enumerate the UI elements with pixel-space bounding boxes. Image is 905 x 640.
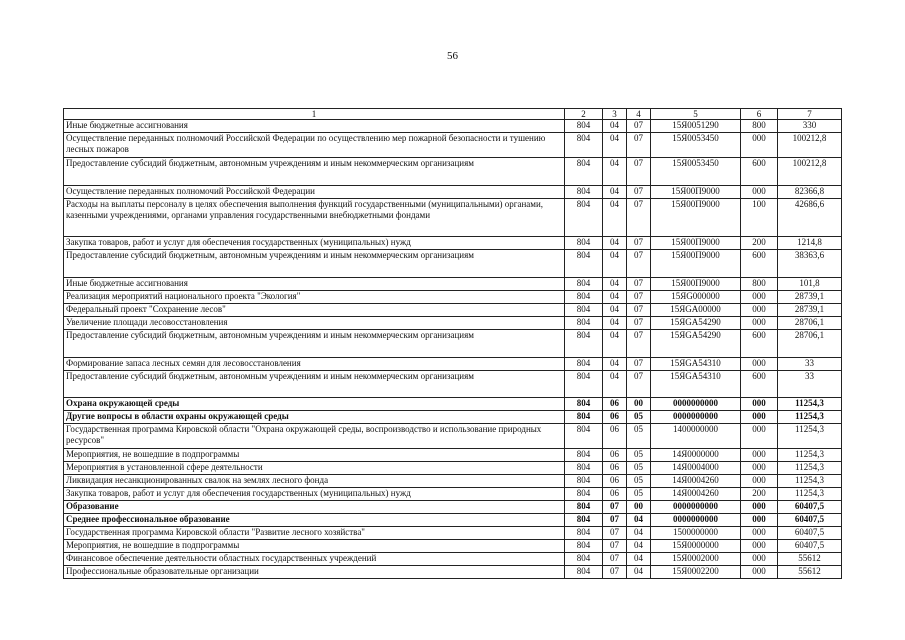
cell-name: Охрана окружающей среды bbox=[64, 398, 565, 411]
cell-expense-type: 000 bbox=[741, 291, 778, 304]
cell-subsection: 04 bbox=[627, 553, 651, 566]
cell-expense-type: 000 bbox=[741, 133, 778, 158]
cell-expense-type: 000 bbox=[741, 304, 778, 317]
cell-section: 04 bbox=[603, 250, 627, 278]
table-row bbox=[64, 133, 842, 158]
cell-section: 07 bbox=[603, 553, 627, 566]
cell-department: 804 bbox=[565, 424, 603, 449]
cell-name: Иные бюджетные ассигнования bbox=[64, 278, 565, 291]
cell-expense-type: 000 bbox=[741, 553, 778, 566]
cell-name: Расходы на выплаты персоналу в целях обеспечения выполнения функций государственными (муниципальными) органами, казенными учреждениями, органами управления государственными внебюджетными фондами bbox=[64, 199, 565, 237]
table-row bbox=[64, 553, 842, 566]
cell-amount: 100212,8 bbox=[778, 158, 842, 186]
table-row bbox=[64, 120, 842, 133]
cell-subsection: 05 bbox=[627, 424, 651, 449]
cell-name: Финансовое обеспечение деятельности областных государственных учреждений bbox=[64, 553, 565, 566]
table-row bbox=[64, 424, 842, 449]
cell-expense-type: 000 bbox=[741, 424, 778, 449]
cell-expense-type: 000 bbox=[741, 411, 778, 424]
cell-section: 04 bbox=[603, 158, 627, 186]
cell-subsection: 07 bbox=[627, 330, 651, 358]
cell-expense-type: 000 bbox=[741, 358, 778, 371]
cell-target-article: 15Я0053450 bbox=[651, 158, 741, 186]
cell-name: Другие вопросы в области охраны окружающей среды bbox=[64, 411, 565, 424]
table-row bbox=[64, 304, 842, 317]
column-number: 7 bbox=[778, 109, 842, 120]
cell-department: 804 bbox=[565, 278, 603, 291]
cell-subsection: 07 bbox=[627, 186, 651, 199]
table-row bbox=[64, 514, 842, 527]
cell-section: 07 bbox=[603, 514, 627, 527]
cell-section: 06 bbox=[603, 475, 627, 488]
cell-name: Закупка товаров, работ и услуг для обеспечения государственных (муниципальных) нужд bbox=[64, 488, 565, 501]
cell-expense-type: 000 bbox=[741, 398, 778, 411]
cell-name: Формирование запаса лесных семян для лесовосстановления bbox=[64, 358, 565, 371]
cell-department: 804 bbox=[565, 501, 603, 514]
table-row bbox=[64, 330, 842, 358]
cell-section: 06 bbox=[603, 424, 627, 449]
cell-target-article: 0000000000 bbox=[651, 398, 741, 411]
table-row bbox=[64, 358, 842, 371]
cell-expense-type: 200 bbox=[741, 488, 778, 501]
cell-section: 07 bbox=[603, 540, 627, 553]
cell-target-article: 15Я00П9000 bbox=[651, 199, 741, 237]
cell-expense-type: 600 bbox=[741, 330, 778, 358]
cell-name: Образование bbox=[64, 501, 565, 514]
cell-subsection: 05 bbox=[627, 462, 651, 475]
table-row bbox=[64, 291, 842, 304]
cell-amount: 11254,3 bbox=[778, 449, 842, 462]
cell-section: 06 bbox=[603, 398, 627, 411]
cell-name: Иные бюджетные ассигнования bbox=[64, 120, 565, 133]
table-row bbox=[64, 158, 842, 186]
cell-amount: 11254,3 bbox=[778, 475, 842, 488]
cell-section: 04 bbox=[603, 330, 627, 358]
cell-expense-type: 200 bbox=[741, 237, 778, 250]
cell-target-article: 15Я0002000 bbox=[651, 553, 741, 566]
cell-target-article: 0000000000 bbox=[651, 514, 741, 527]
cell-department: 804 bbox=[565, 304, 603, 317]
column-number: 4 bbox=[627, 109, 651, 120]
cell-name: Предоставление субсидий бюджетным, автономным учреждениям и иным некоммерческим организациям bbox=[64, 371, 565, 398]
cell-section: 06 bbox=[603, 462, 627, 475]
cell-department: 804 bbox=[565, 291, 603, 304]
cell-subsection: 07 bbox=[627, 120, 651, 133]
cell-name: Мероприятия в установленной сфере деятельности bbox=[64, 462, 565, 475]
cell-name: Государственная программа Кировской области "Развитие лесного хозяйства" bbox=[64, 527, 565, 540]
cell-department: 804 bbox=[565, 540, 603, 553]
cell-target-article: 14Я0004000 bbox=[651, 462, 741, 475]
cell-department: 804 bbox=[565, 237, 603, 250]
cell-target-article: 14Я0004260 bbox=[651, 475, 741, 488]
cell-target-article: 14Я0000000 bbox=[651, 449, 741, 462]
cell-target-article: 15ЯGA54290 bbox=[651, 330, 741, 358]
cell-name: Реализация мероприятий национального проекта "Экология" bbox=[64, 291, 565, 304]
cell-department: 804 bbox=[565, 411, 603, 424]
cell-subsection: 07 bbox=[627, 158, 651, 186]
column-number: 5 bbox=[651, 109, 741, 120]
cell-amount: 55612 bbox=[778, 566, 842, 579]
cell-amount: 28739,1 bbox=[778, 304, 842, 317]
cell-subsection: 00 bbox=[627, 398, 651, 411]
cell-section: 07 bbox=[603, 566, 627, 579]
cell-amount: 101,8 bbox=[778, 278, 842, 291]
cell-section: 06 bbox=[603, 411, 627, 424]
cell-section: 04 bbox=[603, 291, 627, 304]
cell-section: 04 bbox=[603, 371, 627, 398]
cell-subsection: 05 bbox=[627, 475, 651, 488]
cell-expense-type: 100 bbox=[741, 199, 778, 237]
cell-amount: 60407,5 bbox=[778, 501, 842, 514]
cell-target-article: 15ЯGA54310 bbox=[651, 371, 741, 398]
cell-section: 04 bbox=[603, 304, 627, 317]
cell-section: 04 bbox=[603, 317, 627, 330]
cell-target-article: 15Я0002200 bbox=[651, 566, 741, 579]
cell-target-article: 15Я0053450 bbox=[651, 133, 741, 158]
cell-name: Предоставление субсидий бюджетным, автономным учреждениям и иным некоммерческим организациям bbox=[64, 250, 565, 278]
cell-subsection: 07 bbox=[627, 133, 651, 158]
cell-expense-type: 000 bbox=[741, 186, 778, 199]
cell-target-article: 15Я00П9000 bbox=[651, 250, 741, 278]
cell-department: 804 bbox=[565, 371, 603, 398]
cell-department: 804 bbox=[565, 199, 603, 237]
cell-target-article: 1500000000 bbox=[651, 527, 741, 540]
cell-department: 804 bbox=[565, 133, 603, 158]
cell-expense-type: 000 bbox=[741, 514, 778, 527]
budget-table bbox=[63, 108, 842, 579]
cell-section: 04 bbox=[603, 278, 627, 291]
cell-target-article: 15ЯGA54290 bbox=[651, 317, 741, 330]
cell-target-article: 0000000000 bbox=[651, 411, 741, 424]
column-number-row bbox=[64, 109, 842, 120]
cell-amount: 11254,3 bbox=[778, 462, 842, 475]
cell-department: 804 bbox=[565, 449, 603, 462]
cell-subsection: 05 bbox=[627, 488, 651, 501]
cell-target-article: 15Я00П9000 bbox=[651, 278, 741, 291]
cell-subsection: 04 bbox=[627, 540, 651, 553]
cell-department: 804 bbox=[565, 488, 603, 501]
table-row bbox=[64, 199, 842, 237]
cell-amount: 11254,3 bbox=[778, 424, 842, 449]
cell-expense-type: 600 bbox=[741, 250, 778, 278]
cell-target-article: 15Я00П9000 bbox=[651, 186, 741, 199]
table-row bbox=[64, 278, 842, 291]
cell-name: Предоставление субсидий бюджетным, автономным учреждениям и иным некоммерческим организациям bbox=[64, 158, 565, 186]
cell-expense-type: 800 bbox=[741, 120, 778, 133]
cell-name: Предоставление субсидий бюджетным, автономным учреждениям и иным некоммерческим организациям bbox=[64, 330, 565, 358]
cell-expense-type: 000 bbox=[741, 527, 778, 540]
column-number: 2 bbox=[565, 109, 603, 120]
table-row bbox=[64, 540, 842, 553]
cell-section: 06 bbox=[603, 488, 627, 501]
table-row bbox=[64, 501, 842, 514]
cell-amount: 11254,3 bbox=[778, 411, 842, 424]
cell-section: 04 bbox=[603, 120, 627, 133]
table-row bbox=[64, 527, 842, 540]
cell-subsection: 04 bbox=[627, 514, 651, 527]
table-row bbox=[64, 488, 842, 501]
cell-section: 04 bbox=[603, 358, 627, 371]
cell-subsection: 05 bbox=[627, 449, 651, 462]
cell-amount: 33 bbox=[778, 358, 842, 371]
table-row bbox=[64, 317, 842, 330]
cell-subsection: 07 bbox=[627, 371, 651, 398]
cell-amount: 11254,3 bbox=[778, 488, 842, 501]
cell-name: Мероприятия, не вошедшие в подпрограммы bbox=[64, 449, 565, 462]
cell-subsection: 07 bbox=[627, 278, 651, 291]
cell-expense-type: 000 bbox=[741, 566, 778, 579]
cell-subsection: 07 bbox=[627, 291, 651, 304]
table-row bbox=[64, 250, 842, 278]
cell-department: 804 bbox=[565, 158, 603, 186]
cell-department: 804 bbox=[565, 250, 603, 278]
cell-section: 06 bbox=[603, 449, 627, 462]
cell-subsection: 07 bbox=[627, 317, 651, 330]
cell-subsection: 07 bbox=[627, 237, 651, 250]
cell-department: 804 bbox=[565, 553, 603, 566]
cell-amount: 28706,1 bbox=[778, 317, 842, 330]
cell-target-article: 15Я00П9000 bbox=[651, 237, 741, 250]
table-row bbox=[64, 398, 842, 411]
cell-expense-type: 000 bbox=[741, 449, 778, 462]
cell-target-article: 15Я0000000 bbox=[651, 540, 741, 553]
cell-department: 804 bbox=[565, 317, 603, 330]
cell-amount: 60407,5 bbox=[778, 540, 842, 553]
cell-target-article: 14Я0004260 bbox=[651, 488, 741, 501]
cell-subsection: 07 bbox=[627, 250, 651, 278]
cell-name: Увеличение площади лесовосстановления bbox=[64, 317, 565, 330]
cell-department: 804 bbox=[565, 120, 603, 133]
cell-section: 04 bbox=[603, 237, 627, 250]
cell-name: Мероприятия, не вошедшие в подпрограммы bbox=[64, 540, 565, 553]
cell-section: 04 bbox=[603, 133, 627, 158]
cell-subsection: 07 bbox=[627, 199, 651, 237]
cell-expense-type: 000 bbox=[741, 462, 778, 475]
column-number: 6 bbox=[741, 109, 778, 120]
cell-department: 804 bbox=[565, 514, 603, 527]
cell-amount: 60407,5 bbox=[778, 514, 842, 527]
table-row bbox=[64, 449, 842, 462]
cell-department: 804 bbox=[565, 358, 603, 371]
cell-target-article: 15ЯGA00000 bbox=[651, 304, 741, 317]
cell-subsection: 00 bbox=[627, 501, 651, 514]
cell-name: Ликвидация несанкционированных свалок на землях лесного фонда bbox=[64, 475, 565, 488]
cell-expense-type: 600 bbox=[741, 371, 778, 398]
cell-department: 804 bbox=[565, 462, 603, 475]
cell-department: 804 bbox=[565, 566, 603, 579]
cell-amount: 55612 bbox=[778, 553, 842, 566]
column-number: 3 bbox=[603, 109, 627, 120]
table-row bbox=[64, 411, 842, 424]
cell-name: Закупка товаров, работ и услуг для обеспечения государственных (муниципальных) нужд bbox=[64, 237, 565, 250]
cell-name: Государственная программа Кировской области "Охрана окружающей среды, воспроизводство и использование природных ресурсов" bbox=[64, 424, 565, 449]
table-row bbox=[64, 186, 842, 199]
cell-amount: 82366,8 bbox=[778, 186, 842, 199]
cell-department: 804 bbox=[565, 186, 603, 199]
cell-name: Профессиональные образовательные организации bbox=[64, 566, 565, 579]
cell-department: 804 bbox=[565, 475, 603, 488]
cell-amount: 330 bbox=[778, 120, 842, 133]
cell-target-article: 15ЯGA54310 bbox=[651, 358, 741, 371]
cell-amount: 11254,3 bbox=[778, 398, 842, 411]
cell-amount: 100212,8 bbox=[778, 133, 842, 158]
table-row bbox=[64, 566, 842, 579]
cell-amount: 28706,1 bbox=[778, 330, 842, 358]
cell-expense-type: 000 bbox=[741, 540, 778, 553]
cell-amount: 42686,6 bbox=[778, 199, 842, 237]
page-number: 56 bbox=[447, 50, 458, 62]
cell-expense-type: 800 bbox=[741, 278, 778, 291]
cell-target-article: 0000000000 bbox=[651, 501, 741, 514]
cell-expense-type: 600 bbox=[741, 158, 778, 186]
cell-subsection: 07 bbox=[627, 304, 651, 317]
column-number: 1 bbox=[64, 109, 565, 120]
cell-target-article: 1400000000 bbox=[651, 424, 741, 449]
cell-expense-type: 000 bbox=[741, 475, 778, 488]
table-row bbox=[64, 475, 842, 488]
cell-expense-type: 000 bbox=[741, 501, 778, 514]
cell-amount: 1214,8 bbox=[778, 237, 842, 250]
table-row bbox=[64, 237, 842, 250]
cell-section: 07 bbox=[603, 501, 627, 514]
cell-amount: 38363,6 bbox=[778, 250, 842, 278]
cell-target-article: 15ЯG000000 bbox=[651, 291, 741, 304]
cell-amount: 33 bbox=[778, 371, 842, 398]
table-row bbox=[64, 371, 842, 398]
cell-department: 804 bbox=[565, 527, 603, 540]
cell-section: 04 bbox=[603, 199, 627, 237]
cell-subsection: 07 bbox=[627, 358, 651, 371]
cell-section: 07 bbox=[603, 527, 627, 540]
cell-subsection: 05 bbox=[627, 411, 651, 424]
cell-subsection: 04 bbox=[627, 527, 651, 540]
cell-amount: 28739,1 bbox=[778, 291, 842, 304]
cell-subsection: 04 bbox=[627, 566, 651, 579]
cell-department: 804 bbox=[565, 398, 603, 411]
cell-target-article: 15Я0051290 bbox=[651, 120, 741, 133]
cell-amount: 60407,5 bbox=[778, 527, 842, 540]
cell-name: Среднее профессиональное образование bbox=[64, 514, 565, 527]
cell-department: 804 bbox=[565, 330, 603, 358]
table-row bbox=[64, 462, 842, 475]
cell-name: Осуществление переданных полномочий Российской Федерации bbox=[64, 186, 565, 199]
cell-name: Осуществление переданных полномочий Российской Федерации по осуществлению мер пожарной безопасности и тушению лесных пожаров bbox=[64, 133, 565, 158]
cell-section: 04 bbox=[603, 186, 627, 199]
cell-expense-type: 000 bbox=[741, 317, 778, 330]
cell-name: Федеральный проект "Сохранение лесов" bbox=[64, 304, 565, 317]
